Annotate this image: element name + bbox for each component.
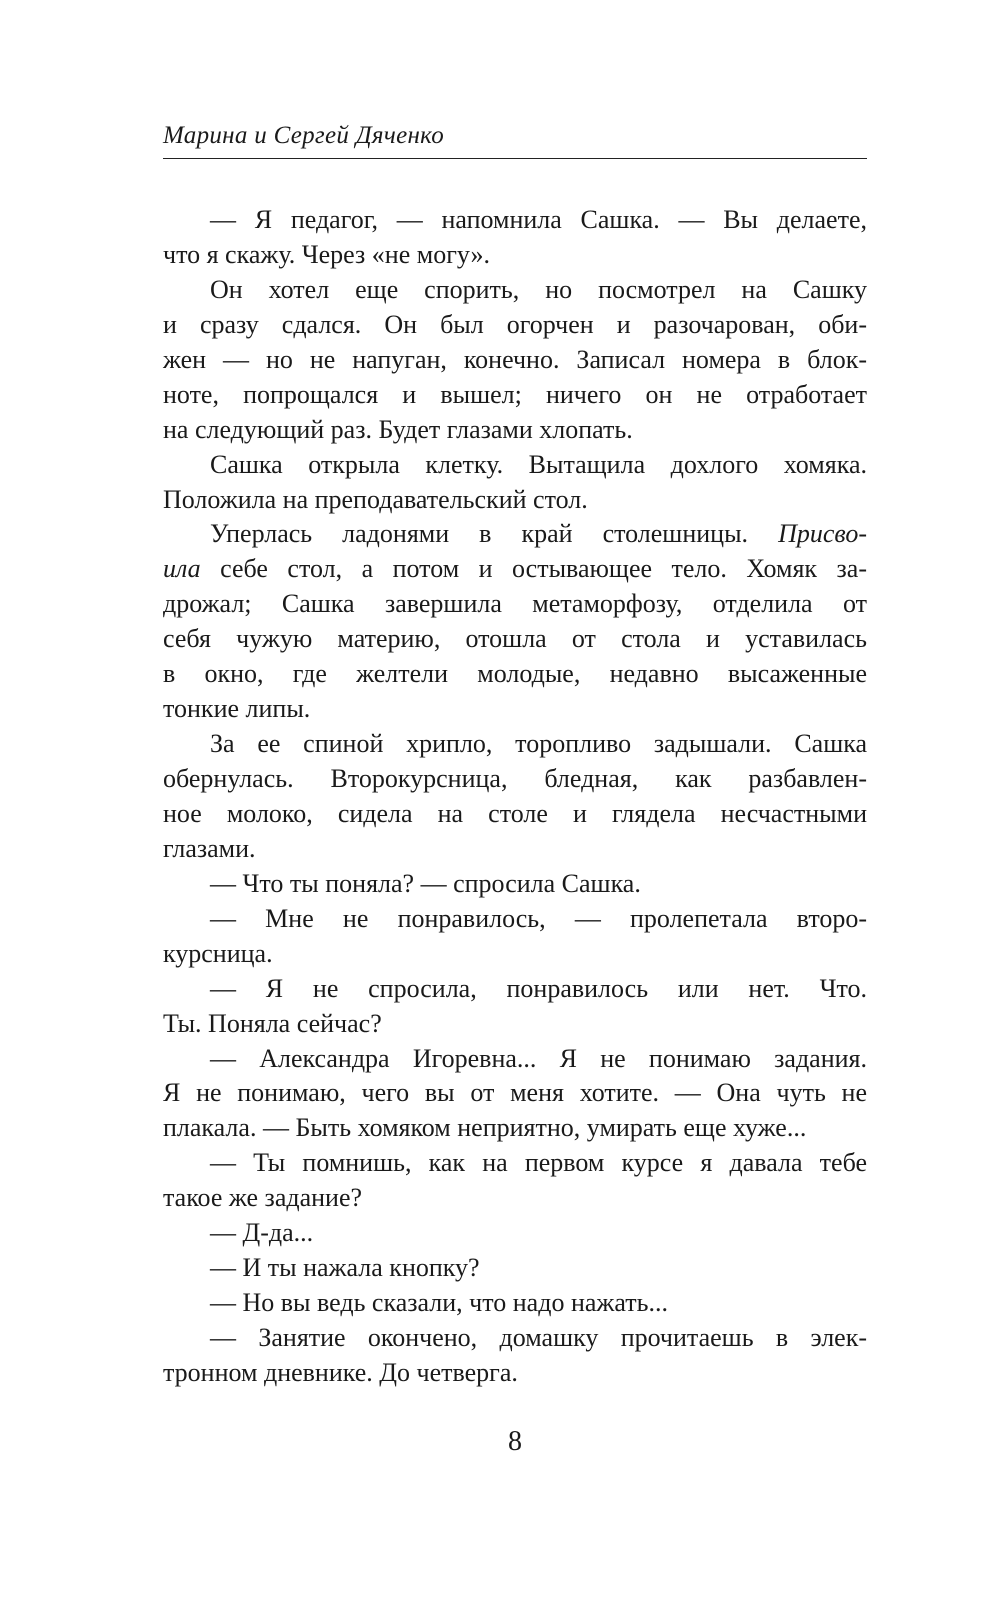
text-line: За ее спиной хрипло, торопливо задышали. Сашка [210, 729, 867, 759]
italic-text: ила [163, 554, 201, 584]
paragraph [163, 273, 867, 448]
text-line: — Мне не понравилось, — пролепетала второ- [210, 903, 867, 933]
paragraph [163, 203, 867, 273]
page-number: 8 [508, 1426, 522, 1457]
text-line: — Но вы ведь сказали, что надо нажать... [210, 1288, 668, 1318]
text-line: — Занятие окончено, домашку прочитаешь в элек- [210, 1323, 867, 1352]
text-line [163, 517, 867, 552]
running-header: Марина и Сергей Дяченко [163, 122, 445, 149]
text-line: курсница. [163, 938, 273, 968]
italic-text: Присво- [778, 519, 867, 549]
text-line: — И ты нажала кнопку? [210, 1253, 480, 1283]
paragraph [163, 1286, 867, 1321]
body-text [163, 203, 867, 1391]
text-line: — Ты помнишь, как на первом курсе я давала тебе [210, 1148, 867, 1178]
paragraph [163, 1216, 867, 1251]
text-line: ное молоко, сидела на столе и глядела несчастными [163, 798, 867, 828]
text-line: что я скажу. Через «не могу». [163, 239, 491, 269]
text-segment: себе стол, а потом и остывающее тело. Хомяк за- [200, 554, 867, 584]
text-line: Положила на преподавательский стол. [163, 484, 588, 514]
text-line: дрожал; Сашка завершила метаморфозу, отделила от [163, 589, 867, 619]
paragraph [163, 1321, 867, 1391]
text-line: и сразу сдался. Он был огорчен и разочарован, оби- [163, 309, 867, 339]
text-line: — Д-да... [210, 1218, 314, 1248]
text-line: Ты. Поняла сейчас? [163, 1008, 382, 1038]
paragraph [163, 902, 867, 972]
text-line: — Я не спросила, понравилось или нет. Что. [210, 973, 867, 1003]
paragraph [163, 727, 867, 867]
text-line: — Александра Игоревна... Я не понимаю задания. [210, 1043, 867, 1073]
text-line: жен — но не напуган, конечно. Записал номера в блок- [163, 344, 867, 374]
text-line: Он хотел еще спорить, но посмотрел на Сашку [210, 274, 867, 304]
text-line: себя чужую материю, отошла от стола и уставилась [163, 624, 867, 654]
text-line: глазами. [163, 833, 256, 863]
text-line: обернулась. Второкурсница, бледная, как разбавлен- [163, 764, 867, 793]
text-line: плакала. — Быть хомяком неприятно, умирать еще хуже... [163, 1113, 807, 1143]
text-line: ноте, попрощался и вышел; ничего он не отработает [163, 379, 867, 409]
paragraph [163, 448, 867, 518]
paragraph [163, 1042, 867, 1147]
text-line: — Я педагог, — напомнила Сашка. — Вы делаете, [210, 205, 867, 234]
text-line: такое же задание? [163, 1183, 363, 1213]
paragraph [163, 972, 867, 1042]
text-line: — Что ты поняла? — спросила Сашка. [210, 868, 641, 898]
paragraph [163, 867, 867, 902]
text-line [163, 552, 867, 587]
text-line: Я не понимаю, чего вы от меня хотите. — Она чуть не [163, 1078, 867, 1108]
paragraph [163, 517, 867, 727]
text-line: на следующий раз. Будет глазами хлопать. [163, 414, 633, 444]
text-line: Сашка открыла клетку. Вытащила дохлого хомяка. [210, 449, 867, 479]
paragraph [163, 1146, 867, 1216]
text-line: тонкие липы. [163, 694, 311, 724]
text-line: в окно, где желтели молодые, недавно высаженные [163, 659, 867, 689]
text-segment: Уперлась ладонями в край столешницы. [210, 519, 779, 549]
paragraph [163, 1251, 867, 1286]
text-line: тронном дневнике. До четверга. [163, 1357, 518, 1387]
header-rule [163, 158, 867, 159]
